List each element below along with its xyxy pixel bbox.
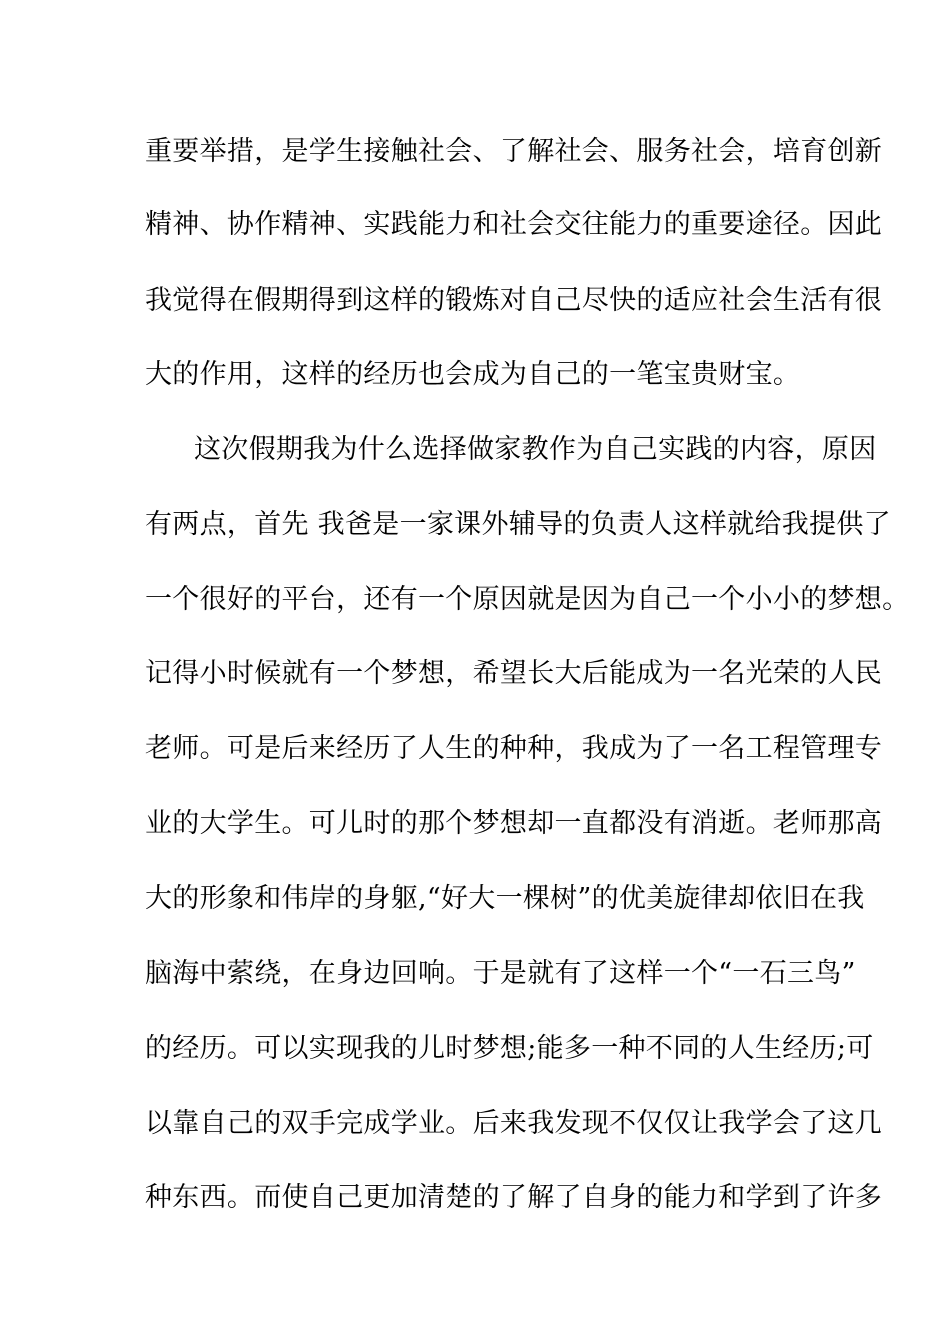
text-line: 种东西。而使自己更加清楚的了解了自身的能力和学到了许多 — [145, 1182, 883, 1213]
paragraph-first-line: 这次假期我为什么选择做家教作为自己实践的内容，原因 — [194, 434, 877, 465]
text-line: 以靠自己的双手完成学业。后来我发现不仅仅让我学会了这几 — [145, 1108, 883, 1139]
text-line: 精神、协作精神、实践能力和社会交往能力的重要途径。因此 — [145, 209, 883, 240]
text-line: 记得小时候就有一个梦想，希望长大后能成为一名光荣的人民 — [145, 658, 883, 689]
text-line: 的经历。可以实现我的儿时梦想;能多一种不同的人生经历;可 — [145, 1033, 874, 1064]
text-line: 一个很好的平台，还有一个原因就是因为自己一个小小的梦想。 — [145, 584, 910, 615]
text-line: 大的作用，这样的经历也会成为自己的一笔宝贵财宝。 — [145, 359, 801, 390]
text-line: 我觉得在假期得到这样的锻炼对自己尽快的适应社会生活有很 — [145, 285, 883, 316]
text-line: 业的大学生。可儿时的那个梦想却一直都没有消逝。老师那高 — [145, 808, 883, 839]
text-line: 老师。可是后来经历了人生的种种，我成为了一名工程管理专 — [145, 733, 883, 764]
text-line: 有两点，首先 我爸是一家课外辅导的负责人这样就给我提供了 — [145, 509, 891, 540]
text-line: 脑海中萦绕，在身边回响。于是就有了这样一个“一石三鸟” — [145, 958, 856, 989]
text-line: 大的形象和伟岸的身躯,“好大一棵树”的优美旋律却依旧在我 — [145, 883, 865, 914]
text-line: 重要举措，是学生接触社会、了解社会、服务社会，培育创新 — [145, 136, 883, 167]
